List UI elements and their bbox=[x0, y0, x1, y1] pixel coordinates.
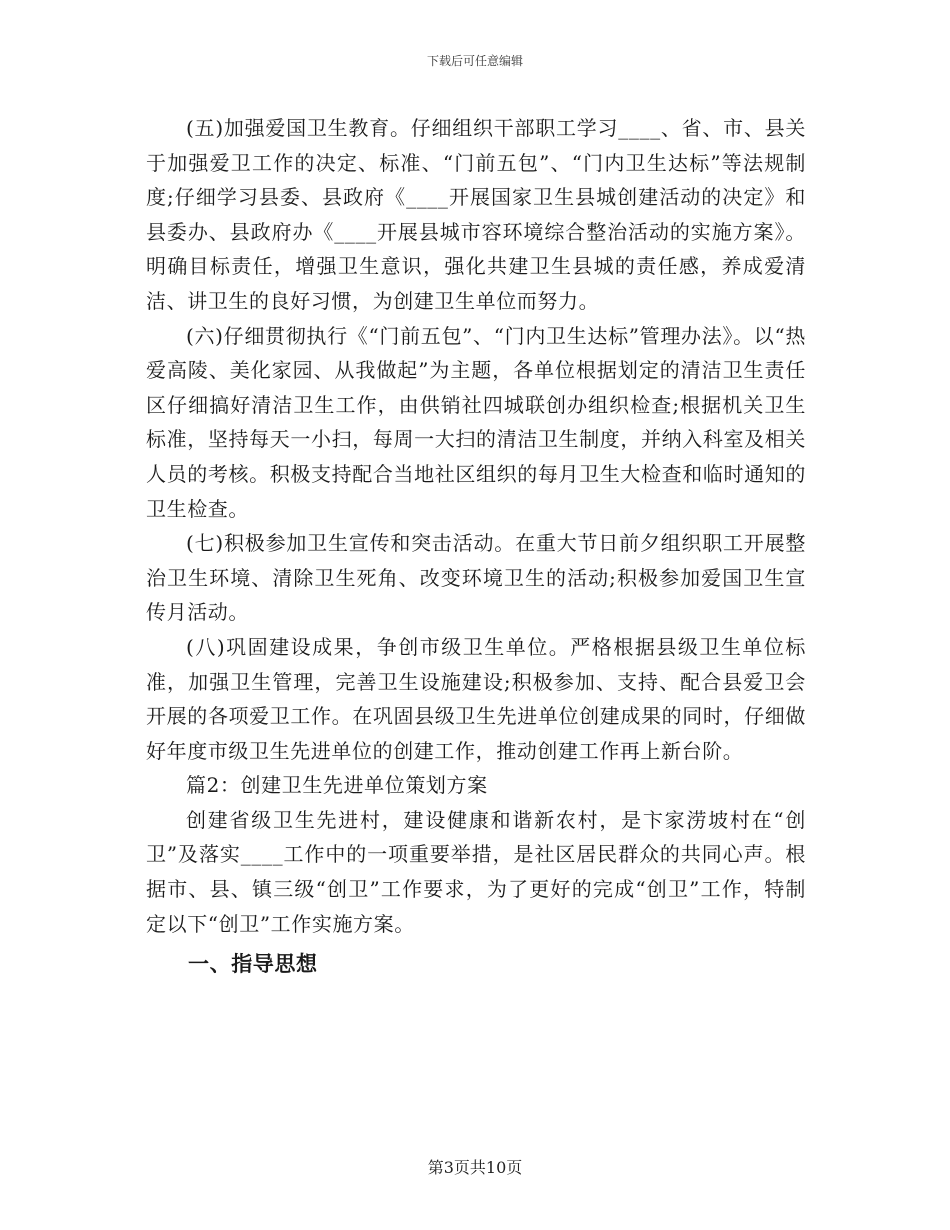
paragraph-intro: 创建省级卫生先进村，建设健康和谐新农村，是卞家涝坡村在“创卫”及落实____工作中的一项重要举措，是社区居民群众的共同心声。根据市、县、镇三级“创卫”工作要求，为了更好的完成“创卫”工作，特制定以下“创卫”工作实施方案。 bbox=[146, 807, 806, 936]
document-body bbox=[146, 111, 806, 982]
paragraph-section-8: (八)巩固建设成果，争创市级卫生单位。严格根据县级卫生单位标准，加强卫生管理，完善卫生设施建设;积极参加、支持、配合县爱卫会开展的各项爱卫工作。在巩固县级卫生先进单位创建成果的同时，仔细做好年度市级卫生先进单位的创建工作，推动创建工作再上新台阶。 bbox=[146, 634, 806, 763]
section-heading: 一、指导思想 bbox=[188, 952, 318, 977]
article-title-part-2: 篇2：创建卫生先进单位策划方案 bbox=[186, 773, 488, 798]
paragraph-section-7: (七)积极参加卫生宣传和突击活动。在重大节日前夕组织职工开展整治卫生环境、清除卫生死角、改变环境卫生的活动;积极参加爱国卫生宣传月活动。 bbox=[146, 531, 806, 625]
paragraph-section-5: (五)加强爱国卫生教育。仔细组织干部职工学习____、省、市、县关于加强爱卫工作的决定、标准、“门前五包”、“门内卫生达标”等法规制度;仔细学习县委、县政府《____开展国家卫生县城创建活动的决定》和县委办、县政府办《____开展县城市容环境综合整治活动的实施方案》。明确目标责任，增强卫生意识，强化共建卫生县城的责任感，养成爱清洁、讲卫生的良好习惯，为创建卫生单位而努力。 bbox=[146, 116, 806, 313]
page-header-note: 下载后可任意编辑 bbox=[426, 54, 523, 68]
paragraph-section-6: (六)仔细贯彻执行《“门前五包”、“门内卫生达标”管理办法》。以“热爱高陵、美化家园、从我做起”为主题，各单位根据划定的清洁卫生责任区仔细搞好清洁卫生工作，由供销社四城联创办组织检查;根据机关卫生标准，坚持每天一小扫，每周一大扫的清洁卫生制度，并纳入科室及相关人员的考核。积极支持配合当地社区组织的每月卫生大检查和临时通知的卫生检查。 bbox=[146, 323, 806, 521]
page-number: 第3页共10页 bbox=[427, 1158, 523, 1177]
